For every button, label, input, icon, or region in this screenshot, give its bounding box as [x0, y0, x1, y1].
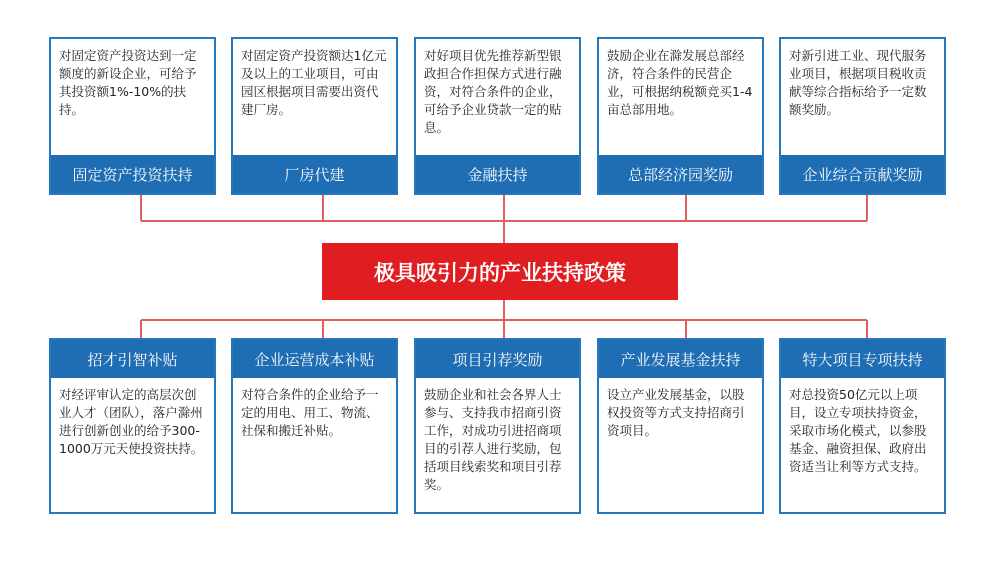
card-desc: 对经评审认定的高层次创业人才（团队），落户滁州进行创新创业的给予300-1000万元天使投资扶持。 — [59, 387, 204, 456]
policy-card-hq-park — [597, 37, 764, 195]
card-desc: 鼓励企业和社会各界人士参与、支持我市招商引资工作，对成功引进招商项目的引荐人进行奖励，包括项目线索奖和项目引荐奖。 — [424, 387, 562, 492]
card-title: 企业运营成本补贴 — [233, 340, 396, 378]
card-title: 产业发展基金扶持 — [599, 340, 762, 378]
policy-card-referral — [414, 338, 581, 514]
card-title: 招才引智补贴 — [51, 340, 214, 378]
card-desc: 鼓励企业在滁发展总部经济，符合条件的民营企业，可根据纳税额竞买1-4亩总部用地。 — [607, 48, 753, 117]
policy-card-talent — [49, 338, 216, 514]
card-title: 项目引荐奖励 — [416, 340, 579, 378]
card-title: 特大项目专项扶持 — [781, 340, 944, 378]
policy-card-industry-fund — [597, 338, 764, 514]
card-title: 厂房代建 — [233, 155, 396, 193]
policy-card-fixed-asset — [49, 37, 216, 195]
policy-card-finance — [414, 37, 581, 195]
card-desc: 设立产业发展基金，以股权投资等方式支持招商引资项目。 — [607, 387, 745, 438]
card-title: 固定资产投资扶持 — [51, 155, 214, 193]
policy-card-major-project — [779, 338, 946, 514]
card-title: 金融扶持 — [416, 155, 579, 193]
card-title: 总部经济园奖励 — [599, 155, 762, 193]
policy-card-contribution — [779, 37, 946, 195]
card-desc: 对好项目优先推荐新型银政担合作担保方式进行融资，对符合条件的企业，可给予企业贷款一定的贴息。 — [424, 48, 562, 135]
center-title: 极具吸引力的产业扶持政策 — [322, 243, 678, 300]
card-desc: 对符合条件的企业给予一定的用电、用工、物流、社保和搬迁补贴。 — [241, 387, 379, 438]
card-desc: 对新引进工业、现代服务业项目，根据项目税收贡献等综合指标给予一定数额奖励。 — [789, 48, 927, 117]
policy-card-operating-cost — [231, 338, 398, 514]
card-desc: 对固定资产投资达到一定额度的新设企业，可给予其投资额1%-10%的扶持。 — [59, 48, 197, 117]
card-title: 企业综合贡献奖励 — [781, 155, 944, 193]
policy-card-factory-build — [231, 37, 398, 195]
card-desc: 对固定资产投资额达1亿元及以上的工业项目，可由园区根据项目需要出资代建厂房。 — [241, 48, 387, 117]
card-desc: 对总投资50亿元以上项目，设立专项扶持资金，采取市场化模式，以参股基金、融资担保、政府出资适当让利等方式支持。 — [789, 387, 927, 474]
